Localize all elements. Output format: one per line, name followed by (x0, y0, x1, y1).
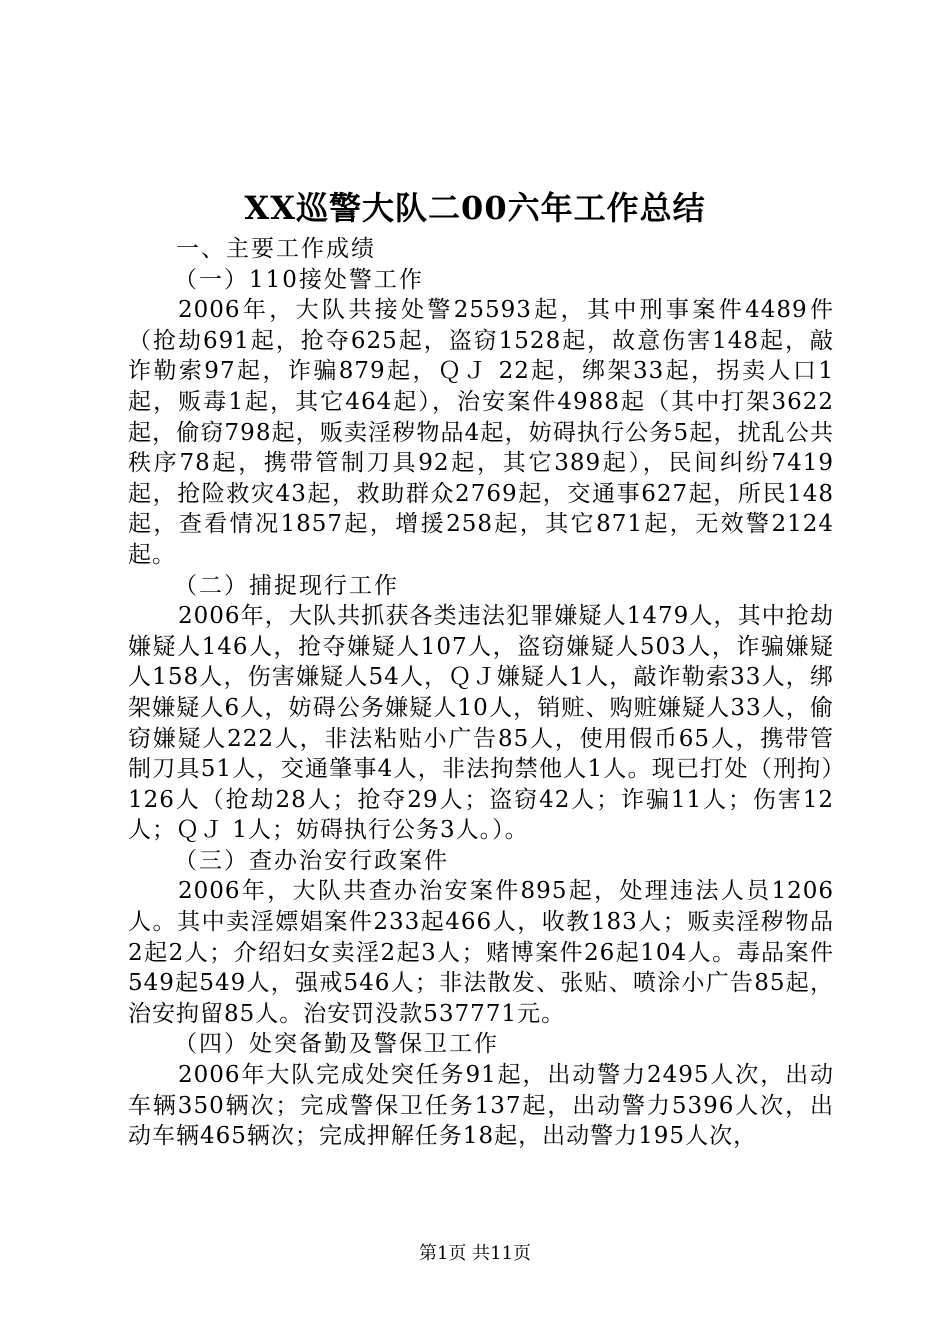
document-title: XX巡警大队二00六年工作总结 (244, 189, 706, 227)
paragraph-security-cases: 2006年，大队共查办治安案件895起，处理违法人员1206人。其中卖淫嫖娼案件233起466人，收教183人；贩卖淫秽物品2起2人；介绍妇女卖淫2起3人；赌博案件26起104人。毒品案件549起549人，强戒546人；非法散发、张贴、喷涂小广告85起，治安拘留85人。治安罚没款537771元。 (128, 878, 834, 1027)
document-body (128, 234, 834, 1152)
section-heading-main-achievements: 一、主要工作成绩 (176, 236, 376, 262)
subsection-heading-110-alarm: （一）110接处警工作 (174, 266, 424, 293)
subsection-heading-arrests: （二）捕捉现行工作 (174, 572, 399, 599)
subsection-heading-security-cases: （三）查办治安行政案件 (174, 847, 449, 874)
paragraph-110-alarm: 2006年，大队共接处警25593起，其中刑事案件4489件（抢劫691起，抢夺625起，盗窃1528起，故意伤害148起，敲诈勒索97起，诈骗879起，ＱＪ 22起，绑架33起，拐卖人口1起，贩毒1起，其它464起），治安案件4988起（其中打架3622起，偷窃798起，贩卖淫秽物品4起，妨碍执行公务5起，扰乱公共秩序78起，携带管制刀具92起，其它389起），民间纠纷7419起，抢险救灾43起，救助群众2769起，交通事627起，所民148起，查看情况1857起，增援258起，其它871起，无效警2124起。 (128, 297, 834, 568)
paragraph-arrests: 2006年，大队共抓获各类违法犯罪嫌疑人1479人，其中抢劫嫌疑人146人，抢夺嫌疑人107人，盗窃嫌疑人503人，诈骗嫌疑人158人，伤害嫌疑人54人，ＱＪ嫌疑人1人，敲诈勒索33人，绑架嫌疑人6人，妨碍公务嫌疑人10人，销赃、购赃嫌疑人33人，偷窃嫌疑人222人，非法粘贴小广告85人，使用假币65人，携带管制刀具51人，交通肇事4人，非法拘禁他人1人。现已打处（刑拘）126人（抢劫28人；抢夺29人；盗窃42人；诈骗11人；伤害12人；ＱＪ 1人；妨碍执行公务3人。）。 (128, 603, 834, 844)
paragraph-emergency-duty: 2006年大队完成处突任务91起，出动警力2495人次，出动车辆350辆次；完成警保卫任务137起，出动警力5396人次，出动车辆465辆次；完成押解任务18起，出动警力195人次， (128, 1062, 834, 1150)
page-number-footer: 第1页 共11页 (418, 1243, 532, 1264)
subsection-heading-emergency-duty: （四）处突备勤及警保卫工作 (174, 1031, 499, 1058)
